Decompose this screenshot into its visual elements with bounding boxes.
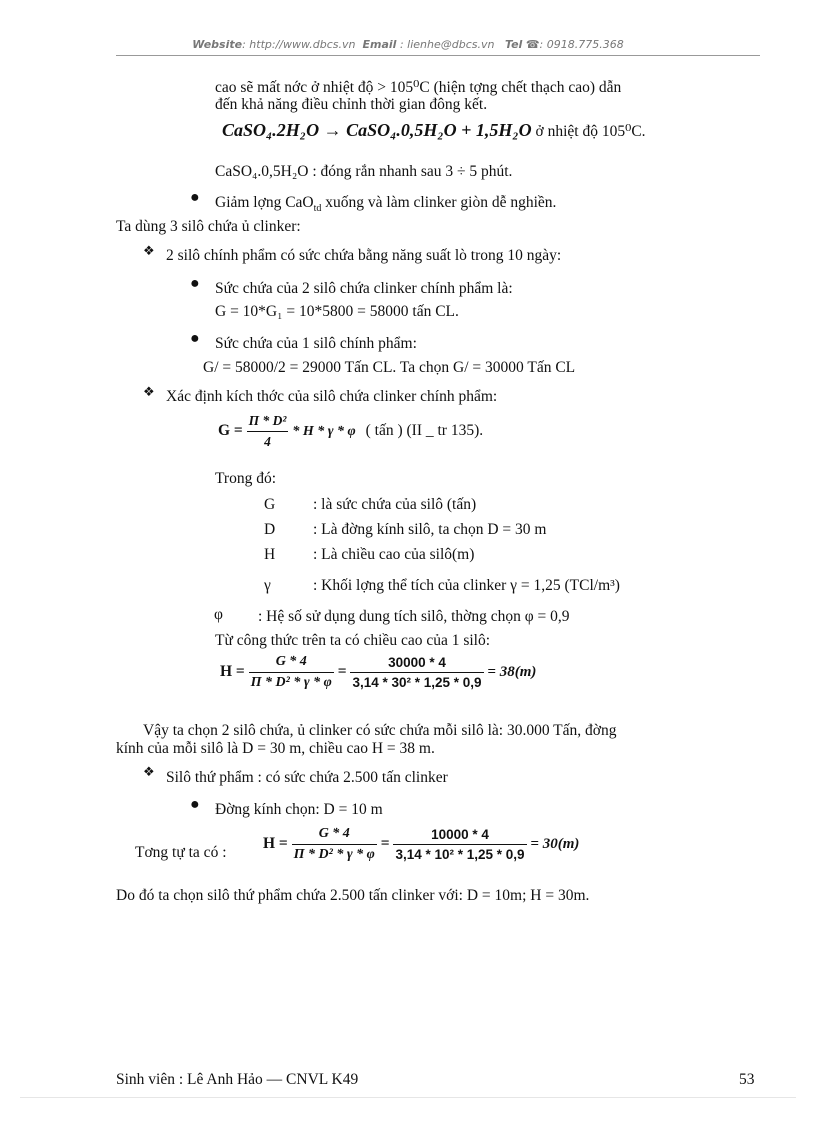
page-number: 53 (739, 1071, 755, 1088)
tel-number: : 0918.775.368 (539, 38, 624, 51)
formula-g (218, 413, 483, 450)
formula-h1-lhs: H = (220, 663, 245, 681)
paragraph-line: Từ công thức trên ta có chiều cao của 1 silô: (215, 632, 491, 649)
def-symbol: D (264, 521, 276, 538)
silo-intro: Ta dùng 3 silô chứa ủ clinker: (116, 218, 301, 235)
section-heading: Silô thứ phẩm : có sức chứa 2.500 tấn clinker (166, 769, 448, 786)
formula-h1-result: = 38(m) (487, 664, 537, 681)
def-text: : Là chiều cao của silô(m) (313, 546, 475, 563)
conclusion-line: Do đó ta chọn silô thứ phẩm chứa 2.500 tấn clinker với: D = 10m; H = 30m. (116, 887, 590, 904)
conclusion-line: kính của mỗi silô là D = 30 m, chiều cao H = 38 m. (116, 740, 435, 757)
section-heading: 2 silô chính phẩm có sức chứa bằng năng suất lò trong 10 ngày: (166, 247, 562, 264)
formula-h2-denominator-1: Π * D² * γ * φ (293, 847, 375, 862)
bullet-text: Sức chứa của 1 silô chính phẩm: (215, 335, 417, 352)
bullet-icon: ● (190, 275, 200, 292)
formula-h1-denominator-2: 3,14 * 30² * 1,25 * 0,9 (352, 675, 482, 690)
diamond-bullet-icon: ❖ (143, 765, 155, 780)
calc-line: G = 10*G₁ = 10*5800 = 58000 tấn CL. (215, 303, 459, 320)
diamond-bullet-icon: ❖ (143, 244, 155, 259)
formula-h1-numerator-2: 30000 * 4 (350, 655, 483, 673)
cao-subscript: td (313, 203, 322, 215)
page-header (0, 38, 816, 51)
website-label: Website (192, 38, 243, 51)
section-heading: Xác định kích thớc của silô chứa clinker chính phẩm: (166, 388, 498, 405)
formula-h2: H = $\frac{G * 4}{\text{Π * D² * γ * φ}}$ = $\frac{10000 * 4}{\text{3,14 * 10² * 1,25 * 0,9}}$ = 30(m) (263, 826, 580, 862)
formula-h2-numerator-2: 10000 * 4 (393, 827, 526, 845)
reaction-formula: CaSO₄.2H₂O → CaSO₄.0,5H₂O + 1,5H₂O (222, 120, 532, 140)
def-text: : Là đờng kính silô, ta chọn D = 30 m (313, 521, 547, 538)
website-url: : http://www.dbcs.vn (242, 38, 356, 51)
trong-do-label: Trong đó: (215, 470, 277, 487)
bullet-cao-rest: xuống và làm clinker giòn dễ nghiền. (321, 194, 557, 211)
caso4-line: CaSO₄.0,5H₂O : đóng rắn nhanh sau 3 ÷ 5 phút. (215, 163, 513, 180)
email-label: Email (362, 38, 397, 51)
footer-rule (20, 1097, 796, 1098)
formula-h1-denominator-1: Π * D² * γ * φ (250, 675, 332, 690)
phi-symbol: φ (214, 606, 223, 623)
paragraph-line: đến khả năng điều chỉnh thời gian đông kết. (215, 96, 488, 113)
bullet-icon: ● (190, 796, 200, 813)
footer-student: Sinh viên : Lê Anh Hảo — CNVL K49 (116, 1071, 359, 1088)
paragraph-line: cao sẽ mất nớc ở nhiệt độ > 105⁰C (hiện tợng chết thạch cao) dẫn (215, 79, 622, 96)
def-symbol: G (264, 496, 276, 513)
formula-h2-result: = 30(m) (530, 836, 580, 853)
formula-reference: ( tấn ) (II _ tr 135). (365, 422, 484, 440)
reaction-equation (222, 120, 646, 141)
bullet-text: Sức chứa của 2 silô chứa clinker chính phẩm là: (215, 280, 513, 297)
formula-h2-lhs: H = (263, 835, 288, 853)
def-symbol: γ (264, 577, 271, 594)
def-symbol: H (264, 546, 276, 563)
formula-h1: H = $\frac{G * 4}{\text{Π * D² * γ * φ}}$ = $\frac{30000 * 4}{\text{3,14 * 30² * 1,25 * 0,9}}$ = 38(m) (220, 654, 537, 690)
phi-definition: : Hệ số sử dụng dung tích silô, thờng chọn φ = 0,9 (258, 608, 570, 625)
bullet-text (215, 194, 556, 214)
header-rule (116, 55, 760, 56)
conclusion-line: Vậy ta chọn 2 silô chứa, ủ clinker có sức chứa mỗi silô là: 30.000 Tấn, đờng (143, 722, 617, 739)
bullet-text: Đờng kính chọn: D = 10 m (215, 801, 383, 818)
formula-g-numerator: Π * D² (247, 413, 289, 432)
formula-g-rest: * H * γ * φ (292, 424, 356, 440)
phone-icon: ☎ (525, 38, 540, 51)
bullet-icon: ● (190, 330, 200, 347)
tel-label: Tel (504, 38, 523, 51)
reaction-note: ở nhiệt độ 105⁰C. (531, 123, 646, 140)
formula-h2-numerator-1: G * 4 (292, 826, 377, 845)
diamond-bullet-icon: ❖ (143, 385, 155, 400)
def-text: : là sức chứa của silô (tấn) (313, 496, 477, 513)
email-address: : lienhe@dbcs.vn (399, 38, 495, 51)
def-text: : Khối lợng thể tích của clinker γ = 1,25 (TCl/m³) (313, 577, 620, 594)
formula-h1-numerator-1: G * 4 (249, 654, 334, 673)
formula-g-lhs: G = (218, 422, 243, 440)
tuong-tu-label: Tơng tự ta có : (135, 844, 227, 861)
bullet-icon: ● (190, 189, 200, 206)
formula-g-denominator: 4 (264, 434, 271, 449)
formula-h2-denominator-2: 3,14 * 10² * 1,25 * 0,9 (395, 847, 525, 862)
bullet-cao-text: Giảm lợng CaO (215, 194, 314, 211)
calc-line: G/ = 58000/2 = 29000 Tấn CL. Ta chọn G/ = 30000 Tấn CL (203, 359, 576, 376)
